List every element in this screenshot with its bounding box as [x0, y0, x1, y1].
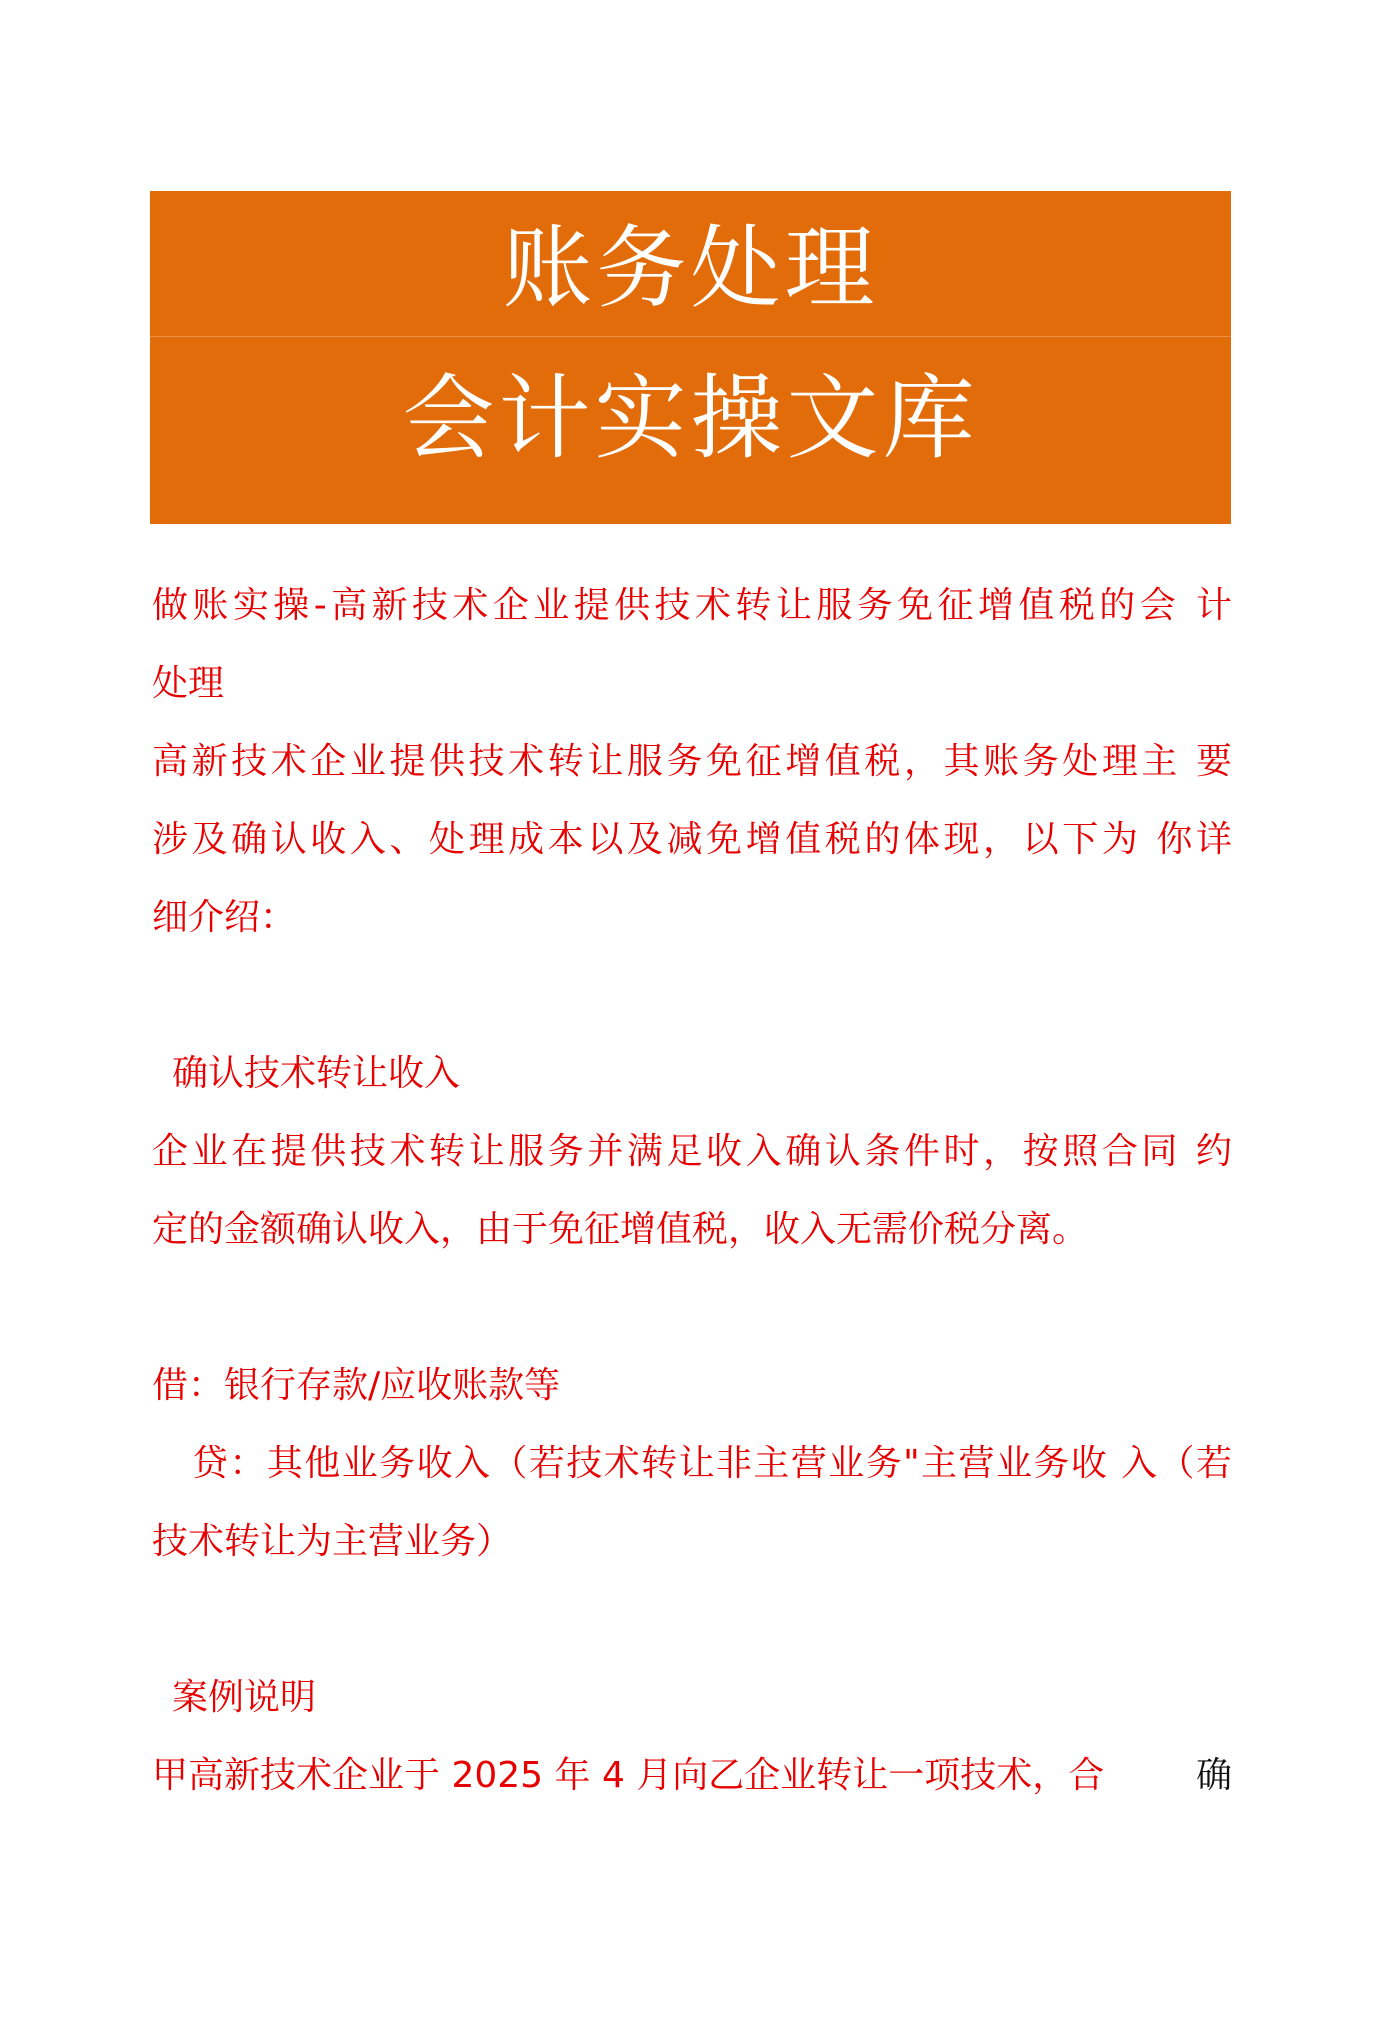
intro-line2: 涉及确认收入、处理成本以及减免增值税的体现，以下为 你详: [152, 819, 1232, 860]
banner-title-line1: 账务处理: [502, 216, 879, 321]
example-line1: [152, 1754, 1232, 1798]
intro-line1: 高新技术企业提供技术转让服务免征增值税，其账务处理主 要: [152, 741, 1232, 782]
section1-line1: 企业在提供技术转让服务并满足收入确认条件时，按照合同 约: [152, 1131, 1232, 1172]
section2-heading: 案例说明: [172, 1677, 317, 1718]
section1-line2: 定的金额确认收入，由于免征增值税，收入无需价税分离。: [152, 1209, 1089, 1250]
journal-credit-line1: 贷：其他业务收入（若技术转让非主营业务"主营业务收 入（若: [192, 1443, 1232, 1484]
article-title-line1: 做账实操-高新技术企业提供技术转让服务免征增值税的会 计: [152, 585, 1232, 626]
article-title-line2: 处理: [152, 663, 225, 704]
title-banner: [150, 191, 1231, 524]
journal-credit-line2: 技术转让为主营业务）: [152, 1521, 513, 1562]
example-line1-red: 甲高新技术企业于 2025 年 4 月向乙企业转让一项技术，合: [152, 1755, 1105, 1796]
journal-debit: 借：银行存款/应收账款等: [152, 1365, 561, 1406]
intro-line3: 细介绍：: [152, 897, 297, 938]
section1-heading: 确认技术转让收入: [172, 1053, 461, 1094]
banner-title-line2: 会计实操文库: [402, 365, 979, 472]
example-line1-black: 确: [1195, 1755, 1232, 1796]
banner-divider: [150, 336, 1231, 337]
